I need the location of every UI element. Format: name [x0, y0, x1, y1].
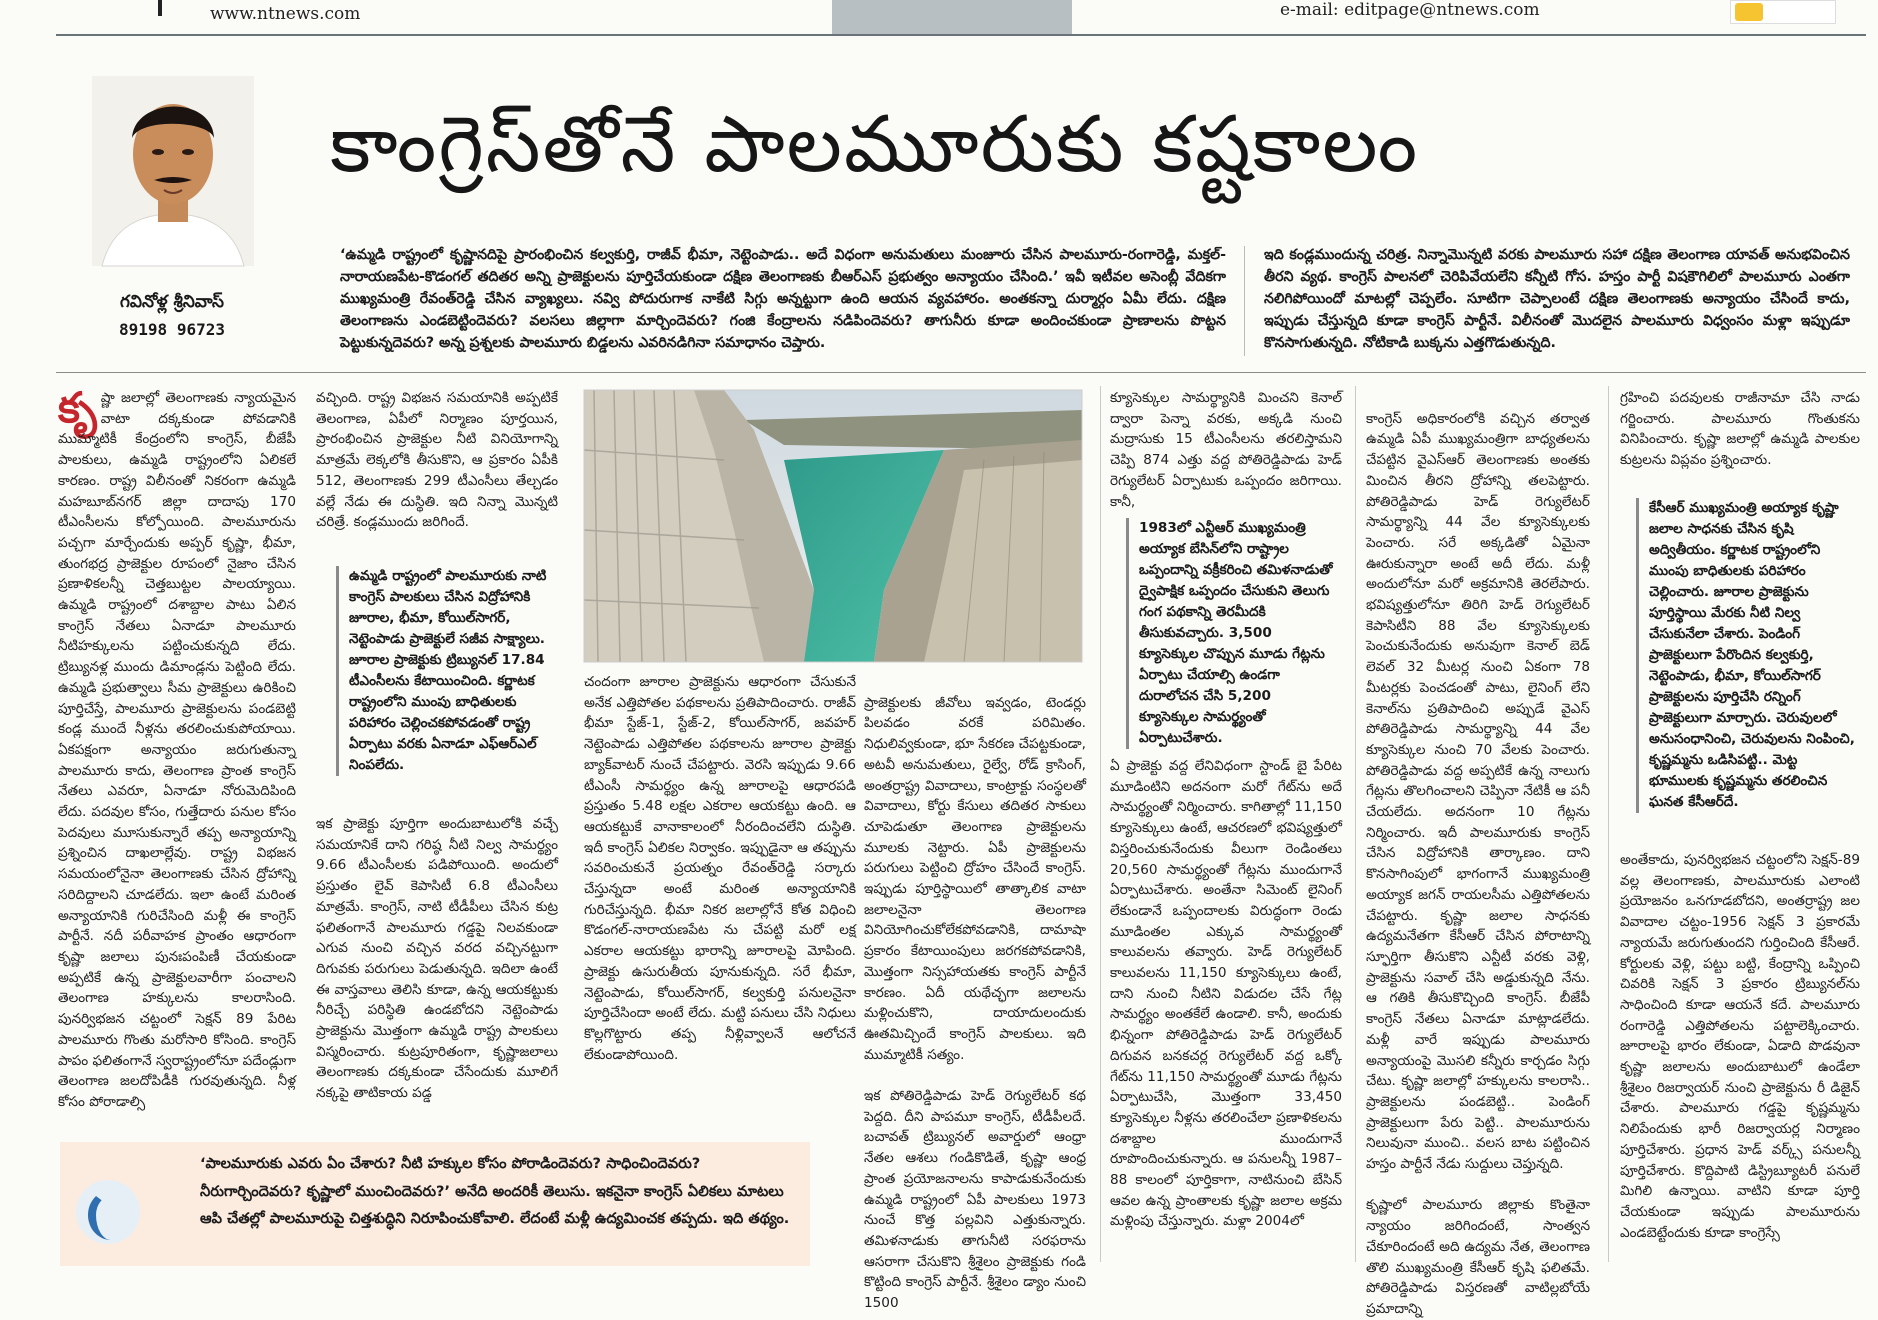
- column-6-text: కాంగ్రెస్ అధికారంలోకి వచ్చిన తర్వాత ఉమ్మడి ఏపీ ముఖ్యమంత్రిగా బాధ్యతలను చేపట్టిన వైఎస్ఆర్ తెలంగాణకు అంతకు మించిన తీరని ద్రోహాన్ని తలపెట్టారు. పోతిరెడ్డిపాడు హెడ్ రెగ్యులేటర్ సామర్థ్యాన్ని 44 వేల క్యూసెక్కులకు పెంచారు. సరే అక్కడితో ఏమైనా ఊరుకున్నారా అంటే అదీ లేదు. మళ్లీ అందులోనూ మరో అక్రమానికి తెరలేపారు. భవిష్యత్తులోనూ తిరిగి హెడ్ రెగ్యులేటర్ కెపాసిటీని 88 వేల క్యూసెక్కులకు పెంచుకునేందుకు అనువుగా కెనాల్ బెడ్ లెవల్ 32 మీటర్ల నుంచి ఏకంగా 78 మీటర్లకు పెంచడంతో పాటు, లైనింగ్ లేని కెనాల్‌ను ప్రతిపాదించి అప్పుడే వైఎస్ పోతిరెడ్డిపాడు సామర్థ్యాన్ని 44 వేల క్యూసెక్కుల నుంచి 70 వేలకు పెంచారు. పోతిరెడ్డిపాడు వద్ద అప్పటికే ఉన్న నాలుగు గేట్లను తొలగించాలని చెప్పినా నేటికీ ఆ పనీ చేయలేదు. అదనంగా 10 గేట్లను నిర్మించారు. ఇదీ పాలమూరుకు కాంగ్రెస్ చేసిన విద్రోహానికి తార్కాణం. దాని కొనసాగింపులో భాగంగానే ముఖ్యమంత్రి అయ్యాక జగన్ రాయలసీమ ఎత్తిపోతలను చేపట్టారు. కృష్ణా జలాల సాధనకు ఉద్యమనేతగా కేసీఆర్ చేసిన పోరాటాన్ని స్ఫూర్తిగా తీసుకొని ఎన్టీటీ వరకు వెళ్లి, ప్రాజెక్టును సవాల్ చేసి అడ్డుకున్నది నేను. ఆ గతికి తీసుకొచ్చింది కాంగ్రెస్. బీజేపీ కాంగ్రెస్ నేతలు ఏనాడూ మాట్లాడలేదు. మళ్లీ వారే ఇప్పుడు పాలమూరు అన్యాయంపై మొసలి కన్నీరు కార్చడం సిగ్గు చేటు. కృష్ణా జలాల్లో హక్కులను కాలరాసి.. ప్రాజెక్టులను పండబెట్టి.. పెండింగ్ ప్రాజెక్టులుగా పేరు పెట్టి.. పాలమూరును నిలువునా ముంచి.. వలస బాట పట్టించిన హస్తం పార్టీనే నేడు సుద్దులు చెప్తున్నది. కృష్ణాలో పాలమూరు జిల్లాకు కొంతైనా న్యాయం జరిగిందంటే, సాంత్వన చేకూరిందంటే అది ఉద్యమ నేత, తెలంగాణ తొలి ముఖ్యమంత్రి కేసీఆర్ కృషి ఫలితమే. పోతిరెడ్డిపాడు విస్తరణతో వాటిల్లబోయే ప్రమాదాన్ని: [1366, 410, 1590, 1317]
- masthead-strip: [0, 0, 1878, 34]
- column-4-text: ప్రాజెక్టులకు జీవోలు ఇవ్వడం, టెండర్లు పిలవడం వరకే పరిమితం. నిధులివ్వకుండా, భూ సేకరణ చేపట్టకుండా, అటవీ అనుమతులు, రైల్వే, రోడ్ క్రాసింగ్, అంతర్రాష్ట్ర వివాదాలు, కాంట్రాక్టు సంస్థలతో వివాదాలు, కోర్టు కేసులు తదితర సాకులు చూపెడుతూ తెలంగాణ ప్రాజెక్టులను మూలకు నెట్టారు. ఏపీ ప్రాజెక్టులను పరుగులు పెట్టించి ద్రోహం చేసిందే కాంగ్రెస్. ఇప్పుడు పూర్తిస్థాయిలో తాత్కాలిక వాటా జలాలనైనా తెలంగాణ వినియోగించుకోలేకపోవడానికి, దామాషా ప్రకారం కేటాయింపులు జరగకపోవడానికి, మొత్తంగా నిస్సహాయతకు కాంగ్రెస్ పార్టీనే కారణం. ఏదీ యథేచ్ఛగా జలాలను మళ్లించుకొని, దాయాదులందుకు ఊతమిచ్చిందే కాంగ్రెస్ పాలకులు. ఇది ముమ్మాటికీ సత్యం. ఇక పోతిరెడ్డిపాడు హెడ్ రెగ్యులేటర్ కథ పెద్దది. దీని పాపమూ కాంగ్రెస్, టీడీపీలదే. బచావత్ ట్రిబ్యునల్ అవార్డులో ఆంధ్రా నేతల ఆశలు గండికొడితే, కృష్ణా ఆంధ్ర ప్రాంత ప్రయోజనాలను కాపాడుకునేందుకు ఉమ్మడి రాష్ట్రంలో ఏపీ పాలకులు 1973 నుంచే కొత్త పల్లవిని ఎత్తుకున్నారు. తమిళనాడుకు తాగునీటి సరఫరాను ఆసరాగా చేసుకొని శ్రీశైలం ప్రాజెక్టుకు గండి కొట్టింది కాంగ్రెస్ పార్టీనే. శ్రీశైలం డ్యాం నుంచి 1500: [864, 694, 1086, 1312]
- lede-left: ‘ఉమ్మడి రాష్ట్రంలో కృష్ణానదిపై ప్రారంభించిన కల్వకుర్తి, రాజీవ్ భీమా, నెట్టెంపాడు.. అదే విధంగా అనుమతులు మంజూరు చేసిన పాలమూరు-రంగారెడ్డి, మక్తల్-నారాయణపేట-కొడంగల్ తదితర అన్ని ప్రాజెక్టులను పూర్తిచేయకుండా దక్షిణ తెలంగాణకు బీఆర్ఎస్ ప్రభుత్వం అన్యాయం చేసింది.’ ఇవీ ఇటీవల అసెంబ్లీ వేదికగా ముఖ్యమంత్రి రేవంత్‌రెడ్డి చేసిన వ్యాఖ్యలు. నవ్వి పోదురుగాక నాకేటి సిగ్గు అన్నట్టుగా ఉంది ఆయన వ్యవహారం. అంతకన్నా దుర్మార్గం ఏమీ లేదు. దక్షిణ తెలంగాణను ఎండబెట్టిందెవరు? వలసలు జిల్లాగా మార్చిందెవరు? గంజి కేంద్రాలను నడిపిందెవరు? తాగునీరు కూడా అందించకుండా ప్రాణాలను పొట్టన పెట్టుకున్నదెవరు? అన్న ప్రశ్నలకు పాలమూరు బిడ్డలను ఎవరినడిగినా సమాధానం చెప్తారు.: [340, 247, 1226, 351]
- header-block: [832, 0, 1072, 36]
- email-link[interactable]: e-mail: editpage@ntnews.com: [1280, 0, 1540, 20]
- column-divider: [1355, 386, 1356, 1262]
- column-4: [864, 672, 1086, 1312]
- column-5-lower: ఏ ప్రాజెక్టు వద్ద లేనివిధంగా స్టాండ్ బై పేరిట మూడింటిని అదనంగా మరో గేట్‌ను అదే సామర్థ్యంతో నిర్మించారు. కాగితాల్లో 11,150 క్యూసెక్కులు ఉంటే, ఆచరణలో భవిష్యత్తులో విస్తరించుకునేందుకు వీలుగా రెండింతలు 20,560 సామర్థ్యంతో గేట్లను ముందుగానే ఏర్పాటుచేశారు. అంతేనా సిమెంట్ లైనింగ్ లేకుండానే ఒప్పందాలకు విరుద్ధంగా రెండు మూడింతల ఎక్కువ సామర్థ్యంతో కాలువలను తవ్వారు. హెడ్ రెగ్యులేటర్ కాలువలను 11,150 క్యూసెక్కులు ఉంటే, దాని నుంచి నీటిని విడుదల చేసే గేట్ల సామర్థ్యం అంతకేలే ఉండాలి. కానీ, అందుకు భిన్నంగా పోతిరెడ్డిపాడు హెడ్ రెగ్యులేటర్ దిగువన బనకచర్ల రెగ్యులేటర్ వద్ద ఒక్కో గేట్‌ను 11,150 సామర్థ్యంతో మూడు గేట్లను ఏర్పాటుచేసి, మొత్తంగా 33,450 క్యూసెక్కుల నీళ్లను తరలించేలా ప్రణాళికలను దశాబ్దాల ముందుగానే రూపొందించుకున్నారు. ఆ పనులన్నీ 1987–88 కాలంలో పూర్తికాగా, నాటినుంచి బేసిన్ ఆవల ఉన్న ప్రాంతాలకు కృష్ణా జలాల అక్రమ మళ్లింపు చేస్తున్నారు. మళ్లా 2004లో: [1110, 758, 1342, 1230]
- column-3: చందంగా జూరాల ప్రాజెక్టును ఆధారంగా చేసుకునే అనేక ఎత్తిపోతల పథకాలను ప్రతిపాదించారు. రాజీవ్ భీమా స్టేజ్-1, స్టేజ్-2, కోయిల్‌సాగర్, జవహర్ నెట్టెంపాడు ఎత్తిపోతల పథకాలను జూరాల ప్రాజెక్టు బ్యాక్‌వాటర్ నుంచే చేపట్టారు. వెరసి ఇప్పుడు 9.66 టీఎంసీ సామర్థ్యం ఉన్న జూరాలపై ఆధారపడి ప్రస్తుతం 5.48 లక్షల ఎకరాల ఆయకట్టు ఉంది. ఆ ఆయకట్టుకే వానాకాలంలో నీరందించలేని దుస్థితి. ఇదీ కాంగ్రెస్ ఏలికల నిర్వాకం. ఇప్పుడైనా ఆ తప్పును సవరించుకునే ప్రయత్నం రేవంత్‌రెడ్డి సర్కారు చేస్తున్నదా అంటే మరింత అన్యాయానికి గురిచేస్తున్నది. భీమా నికర జలాల్లోనే కోత విధించి కొడంగల్-నారాయణపేట ను చేపట్టి మరో లక్ష ఎకరాల ఆయకట్టు భారాన్ని జూరాలపై మోపింది. ప్రాజెక్టు ఉసురుతీయ పూనుకున్నది. సరే భీమా, నెట్టెంపాడు, కోయిల్‌సాగర్, కల్వకుర్తి పనులనైనా పూర్తిచేసిందా అంటే లేదు. మట్టి పనులు చేసి నిధులు కొల్లగొట్టారు తప్ప నీళ్లివ్వాలనే ఆలోచనే లేకుండాపోయింది.: [584, 674, 856, 1063]
- column-5-text: క్యూసెక్కుల సామర్థ్యానికి మించని కెనాల్ ద్వారా పెన్నా వరకు, అక్కడి నుంచి మద్రాసుకు 15 టీఎంసీలను తరలిస్తామని చెప్పి 874 ఎత్తు వద్ద పోతిరెడ్డిపాడు హెడ్ రెగ్యులేటర్ ఏర్పాటుకు ఒప్పందం జరిగాయి. కానీ,: [1110, 390, 1342, 510]
- column-2: వచ్చింది. రాష్ట్ర విభజన సమయానికి అప్పటికే తెలంగాణ, ఏపీలో నిర్మాణం పూర్తయిన, ప్రారంభించిన ప్రాజెక్టుల నీటి వినియోగాన్ని మాత్రమే లెక్కలోకి తీసుకొని, ఆ ప్రకారం ఏపీకి 512, తెలంగాణకు 299 టీఎంసీలు తేల్చడం వల్లే నేడు ఈ దుస్థితి. ఇది నిన్నా మొన్నటి చరిత్రే. కండ్లముందు జరిగిందే.: [316, 390, 558, 531]
- column-7-lower: అంతేకాదు, పునర్విభజన చట్టంలోని సెక్షన్-89 వల్ల తెలంగాణకు, పాలమూరుకు ఎలాంటి ప్రయోజనం ఒనగూడబోదని, అంతర్రాష్ట్ర జల వివాదాల చట్టం-1956 సెక్షన్ 3 ప్రకారమే న్యాయమే జరుగుతుందని గుర్తించింది కేసీఆరే. కోర్టులకు వెళ్లి, పట్టు బట్టి, కేంద్రాన్ని ఒప్పించి చివరికి సెక్షన్ 3 ప్రకారం ట్రిబ్యునల్‌ను సాధించింది కూడా ఆయనే కదే. పాలమూరు రంగారెడ్డి ఎత్తిపోతలను పట్టాలెక్కించారు. జూరాలపై భారం లేకుండా, ఏడాది పొడవునా కృష్ణా జలాలను అందుబాటులో ఉండేలా శ్రీశైలం రిజర్వాయర్ నుంచి ప్రాజెక్టును రీ డిజైన్ చేశారు. పాలమూరు గడ్డపై కృష్ణమ్మను నిలిపేందుకు భారీ రిజర్వాయర్ల నిర్మాణం పూర్తిచేశారు. ప్రధాన హెడ్ వర్క్స్ పనులన్నీ పూర్తిచేశారు. కొద్దిపాటి డిస్ట్రిబ్యూటరీ పనులే మిగిలి ఉన్నాయి. వాటిని కూడా పూర్తి చేయకుండా ఇప్పుడు పాలమూరును ఎండబెట్టేందుకు కూడా కాంగ్రెస్సే: [1620, 852, 1860, 1241]
- column-7-text: గ్రహించి పదవులకు రాజీనామా చేసి నాడు గర్జించారు. పాలమూరు గొంతుకను వినిపించారు. కృష్ణా జలాల్లో ఉమ్మడి పాలకుల కుట్రలను విప్లవం ప్రశ్నించారు.: [1620, 390, 1860, 469]
- column-divider: [1100, 386, 1101, 1262]
- column-5: [1110, 388, 1342, 518]
- quote-icon: [76, 1180, 140, 1244]
- top-rule: [56, 34, 1866, 36]
- conclusion-text: ‘పాలమూరుకు ఎవరు ఏం చేశారు? నీటి హక్కుల కోసం పోరాడిందెవరు? సాధించిందెవరు? నీరుగార్చిందెవరు? కృష్ణాలో ముంచిందెవరు?’ అనేది అందరికీ తెలుసు. ఇకనైనా కాంగ్రెస్ ఏలికలు మాటలు ఆపి చేతల్లో పాలమూరుపై చిత్తశుద్ధిని నిరూపించుకోవాలి. లేదంటే మళ్లీ ఉద్యమించక తప్పదు. ఇది తథ్యం.: [200, 1155, 790, 1227]
- headline: కాంగ్రెస్‌తోనే పాలమూరుకు కష్టకాలం: [330, 100, 1420, 190]
- author-name: గవినోళ్ల శ్రీనివాస్: [119, 292, 224, 312]
- pull-quote-left: ఉమ్మడి రాష్ట్రంలో పాలమూరుకు నాటి కాంగ్రెస్ పాలకులు చేసిన విద్రోహానికి జూరాల, భీమా, కోయిల్‌సాగర్, నెట్టెంపాడు ప్రాజెక్టులే సజీవ సాక్ష్యాలు. జూరాల ప్రాజెక్టుకు ట్రిబ్యునల్ 17.84 టీఎంసీలను కేటాయించింది. కర్ణాటక రాష్ట్రంలోని ముంపు బాధితులకు పరిహారం చెల్లించకపోవడంతో రాష్ట్ర ఏర్పాటు వరకు ఏనాడూ ఎఫ్‌ఆర్‌ఎల్ నింపలేదు.: [336, 566, 556, 776]
- column-1: [58, 383, 297, 1126]
- pull-quote-right: కేసీఆర్ ముఖ్యమంత్రి అయ్యాక కృష్ణా జలాల సాధనకు చేసిన కృషి అద్వితీయం. కర్ణాటక రాష్ట్రంలోని ముంపు బాధితులకు పరిహారం చెల్లించారు. జూరాల ప్రాజెక్టును పూర్తిస్థాయి మేరకు నీటి నిల్వ చేసుకునేలా చేశారు. పెండింగ్ ప్రాజెక్టులుగా పేరొందిన కల్వకుర్తి, నెట్టెంపాడు, భీమా, కోయిల్‌సాగర్ ప్రాజెక్టులను పూర్తిచేసి రన్నింగ్ ప్రాజెక్టులుగా మార్చారు. చెరువులలో అనుసంధానించి, చెరువులను నింపించి, కృష్ణమ్మను ఒడిసిపట్టి.. మెట్ట భూములకు కృష్ణమ్మను తరలించిన ఘనత కేసీఆర్‌దే.: [1636, 498, 1856, 813]
- masthead-bar: [158, 0, 162, 16]
- dam-photo: [584, 390, 1082, 662]
- column-6: [1366, 388, 1590, 1317]
- ad-thumbnail: [1730, 0, 1836, 24]
- column-2-lower: ఇక ప్రాజెక్టు పూర్తిగా అందుబాటులోకి వచ్చే సమయానికే దాని గరిష్ఠ నీటి నిల్వ సామర్థ్యం 9.66 టీఎంసీలకు పడిపోయింది. అందులో ప్రస్తుతం లైవ్ కెపాసిటీ 6.8 టీఎంసీలు మాత్రమే. కాంగ్రెస్, నాటి టీడీపీలు చేసిన కుట్ర ఫలితంగానే పాలమూరు గడ్డపై నిలవకుండా ఎగువ నుంచి వచ్చిన వరద వచ్చినట్టుగా దిగువకు పరుగులు పెడుతున్నది. ఇదిలా ఉంటే ఈ వాస్తవాలు తెలిసి కూడా, ఉన్న ఆయకట్టుకు నీరిచ్చే పరిస్థితి ఉండబోదని నెట్టెంపాడు ప్రాజెక్టును మొత్తంగా ఉమ్మడి రాష్ట్ర పాలకులు విస్మరించారు. కుట్రపూరితంగా, కృష్ణాజలాలు తెలంగాణకు దక్కకుండా చేసేందుకు మూలిగే నక్కపై తాటికాయ పడ్డ: [316, 816, 558, 1102]
- website-link[interactable]: www.ntnews.com: [210, 4, 361, 24]
- author-phone: 89198 96723: [119, 320, 225, 339]
- conclusion-box: [60, 1142, 810, 1266]
- dropcap: కృ: [58, 383, 97, 432]
- author-photo: [92, 76, 254, 266]
- column-7: [1620, 388, 1860, 488]
- section-rule: [56, 372, 1866, 373]
- column-divider: [1608, 386, 1609, 1262]
- column-1-text: ష్ణా జలాల్లో తెలంగాణకు న్యాయమైన వాటా దక్కకుండా పోవడానికి ముమ్మాటికీ కేంద్రంలోని కాంగ్రెస్, బీజేపీ పాలకులు, ఉమ్మడి రాష్ట్రంలోని ఏలికలే కారణం. రాష్ట్ర విలీనంతో నికరంగా ఉమ్మడి మహబూబ్‌నగర్ జిల్లా దాదాపు 170 టీఎంసీలను కోల్పోయింది. పాలమూరును పచ్చగా మార్చేందుకు అప్పర్ కృష్ణా, భీమా, తుంగభద్ర ప్రాజెక్టుల రూపంలో నైజాం చేసిన ప్రణాళికలన్నీ చెత్తబుట్టల పాలయ్యాయి. ఉమ్మడి రాష్ట్రంలో దశాబ్దాల పాటు ఏలిన కాంగ్రెస్ నేతలు ఏనాడూ పాలమూరు నీటిహక్కులను పట్టించుకున్నది లేదు. ట్రిబ్యునళ్ల ముందు డిమాండ్లను పెట్టింది లేదు. ఉమ్మడి ప్రభుత్వాలు సీమ ప్రాజెక్టులు ఉరికించి పూర్తిచేస్తే, పాలమూరు ప్రాజెక్టులను పండబెట్టి కండ్ల ముందే నీళ్లను తరలించుకుపోయాయి. ఏకపక్షంగా అన్యాయం జరుగుతున్నా పాలమూరు కాదు, తెలంగాణ ప్రాంత కాంగ్రెస్ నేతలు ఎవరూ, ఏనాడూ నోరుమెదిపింది లేదు. పదవుల కోసం, గుత్తేదారు పనుల కోసం పెదవులు మూసుకున్నారే తప్ప అన్యాయాన్ని ప్రశ్నించిన దాఖలాల్లేవు. రాష్ట్ర విభజన సమయంలోనైనా తెలంగాణకు చేసిన ద్రోహాన్ని సరిదిద్దాలని చూడలేదు. ఇలా ఉంటే మరింత అన్యాయానికి గురిచేసింది మళ్లీ ఈ కాంగ్రెస్ పార్టీనే. నదీ పరీవాహక ప్రాంతం ఆధారంగా కృష్ణా జలాలు పునఃపంపిణీ చేయకుండా అప్పటికే ఉన్న ప్రాజెక్టులవారీగా పంచాలని తెలంగాణ హక్కులను కాలరాసింది. పునర్విభజన చట్టంలో సెక్షన్ 89 పేరిట పాలమూరు గొంతు మరోసారి కోసింది. కాంగ్రెస్ పాపం ఫలితంగానే స్వరాష్ట్రంలోనూ పదేండ్లుగా తెలంగాణ జలదోపిడీకి గురవుతున్నది. నీళ్ల కోసం పోరాడాల్సి: [58, 390, 297, 1110]
- pull-quote-mid: 1983లో ఎన్టీఆర్ ముఖ్యమంత్రి అయ్యాక బేసిన్‌లోని రాష్ట్రాల ఒప్పందాన్ని వక్రీకరించి తమిళనాడుతో ద్వైపాక్షిక ఒప్పందం చేసుకుని తెలుగు గంగ పథకాన్ని తెరమీదకి తీసుకువచ్చారు. 3,500 క్యూసెక్కుల చొప్పున మూడు గేట్లను ఏర్పాటు చేయాల్సి ఉండగా దురాలోచన చేసి 5,200 క్యూసెక్కుల సామర్థ్యంతో ఏర్పాటుచేశారు.: [1126, 518, 1334, 749]
- lede-right: ఇది కండ్లముందున్న చరిత్ర. నిన్నామొన్నటి వరకు పాలమూరు సహా దక్షిణ తెలంగాణ యావత్ అనుభవించిన తీరని వ్యథ. కాంగ్రెస్ పాలనలో చెరిపివేయలేని కన్నీటి గోస. హస్తం పార్టీ విషకౌగిలిలో పాలమూరు ఎంతగా నలిగిపోయిందో మాటల్లో చెప్పలేం. సూటిగా చెప్పాలంటే దక్షిణ తెలంగాణకు అన్యాయం చేసిందే కాదు, ఇప్పుడు చేస్తున్నది కూడా కాంగ్రెస్ పార్టీనే. విలీనంతో మొదలైన పాలమూరు విధ్వంసం మళ్లా ఇప్పుడూ కొనసాగుతున్నది. నోటికాడి బుక్కను ఎత్తగొడుతున్నది.: [1264, 247, 1850, 351]
- lede-divider: [1244, 246, 1245, 356]
